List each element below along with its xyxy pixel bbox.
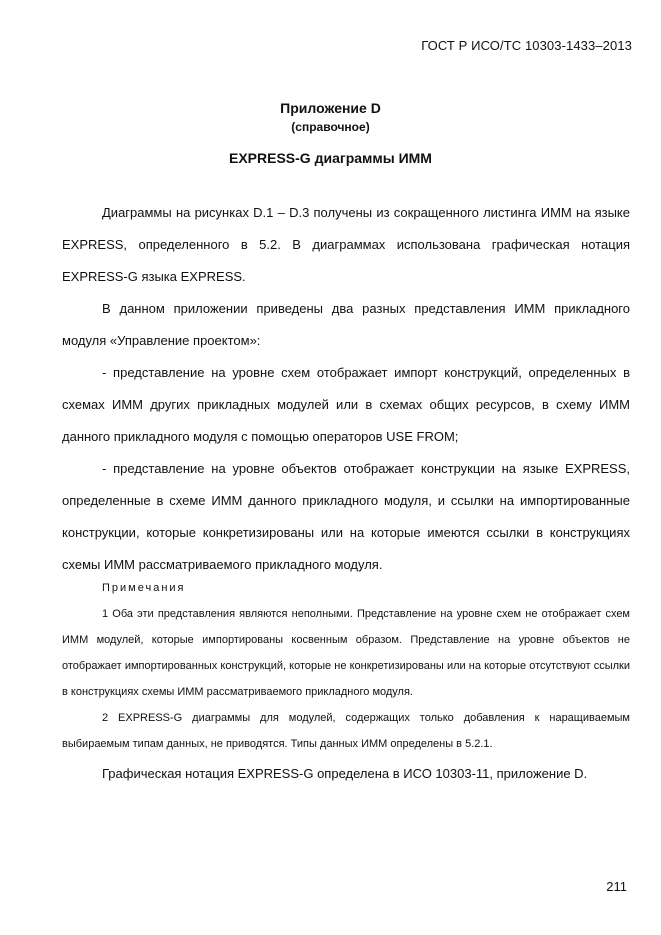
final-paragraph-block: [62, 762, 630, 786]
paragraph: В данном приложении приведены два разных представления ИММ прикладного модуля «Управление проектом»:: [62, 301, 630, 348]
body-text: [62, 197, 630, 581]
annex-subtitle: (справочное): [291, 120, 370, 134]
paragraph: - представление на уровне схем отображает импорт конструкций, определенных в схемах ИММ других прикладных модулей или в схемах общих ресурсов, в схему ИММ данного прикладного модуля с помощью операторов USE FROM;: [62, 365, 630, 444]
standard-code: ГОСТ Р ИСО/ТС 10303-1433–2013: [421, 38, 632, 53]
notes-section: [62, 575, 630, 757]
note-item: 1 Оба эти представления являются неполными. Представление на уровне схем не отображает схем ИММ модулей, которые импортированы косвенным образом. Представление на уровне объектов не отображает импортированных конструкций, которые не конкретизированы или на которые отсутствуют ссылки в конструкциях схемы ИММ рассматриваемого прикладного модуля.: [62, 608, 630, 698]
paragraph: Диаграммы на рисунках D.1 – D.3 получены из сокращенного листинга ИММ на языке EXPRESS, определенного в 5.2. В диаграммах использована графическая нотация EXPRESS-G языка EXPRESS.: [62, 205, 630, 284]
annex-heading: EXPRESS-G диаграммы ИММ: [229, 150, 432, 166]
final-paragraph: Графическая нотация EXPRESS-G определена в ИСО 10303-11, приложение D.: [102, 766, 588, 781]
annex-title: Приложение D: [280, 100, 381, 116]
note-item: 2 EXPRESS-G диаграммы для модулей, содержащих только добавления к наращиваемым выбираемым типам данных, не приводятся. Типы данных ИММ определены в 5.2.1.: [62, 712, 630, 750]
page-number: 211: [606, 879, 627, 894]
paragraph: - представление на уровне объектов отображает конструкции на языке EXPRESS, определенные в схеме ИММ данного прикладного модуля, и ссылки на импортированные конструкции, которые конкретизированы или на которые имеются ссылки в конструкциях схемы ИММ рассматриваемого прикладного модуля.: [62, 461, 630, 572]
notes-title: Примечания: [102, 582, 186, 594]
